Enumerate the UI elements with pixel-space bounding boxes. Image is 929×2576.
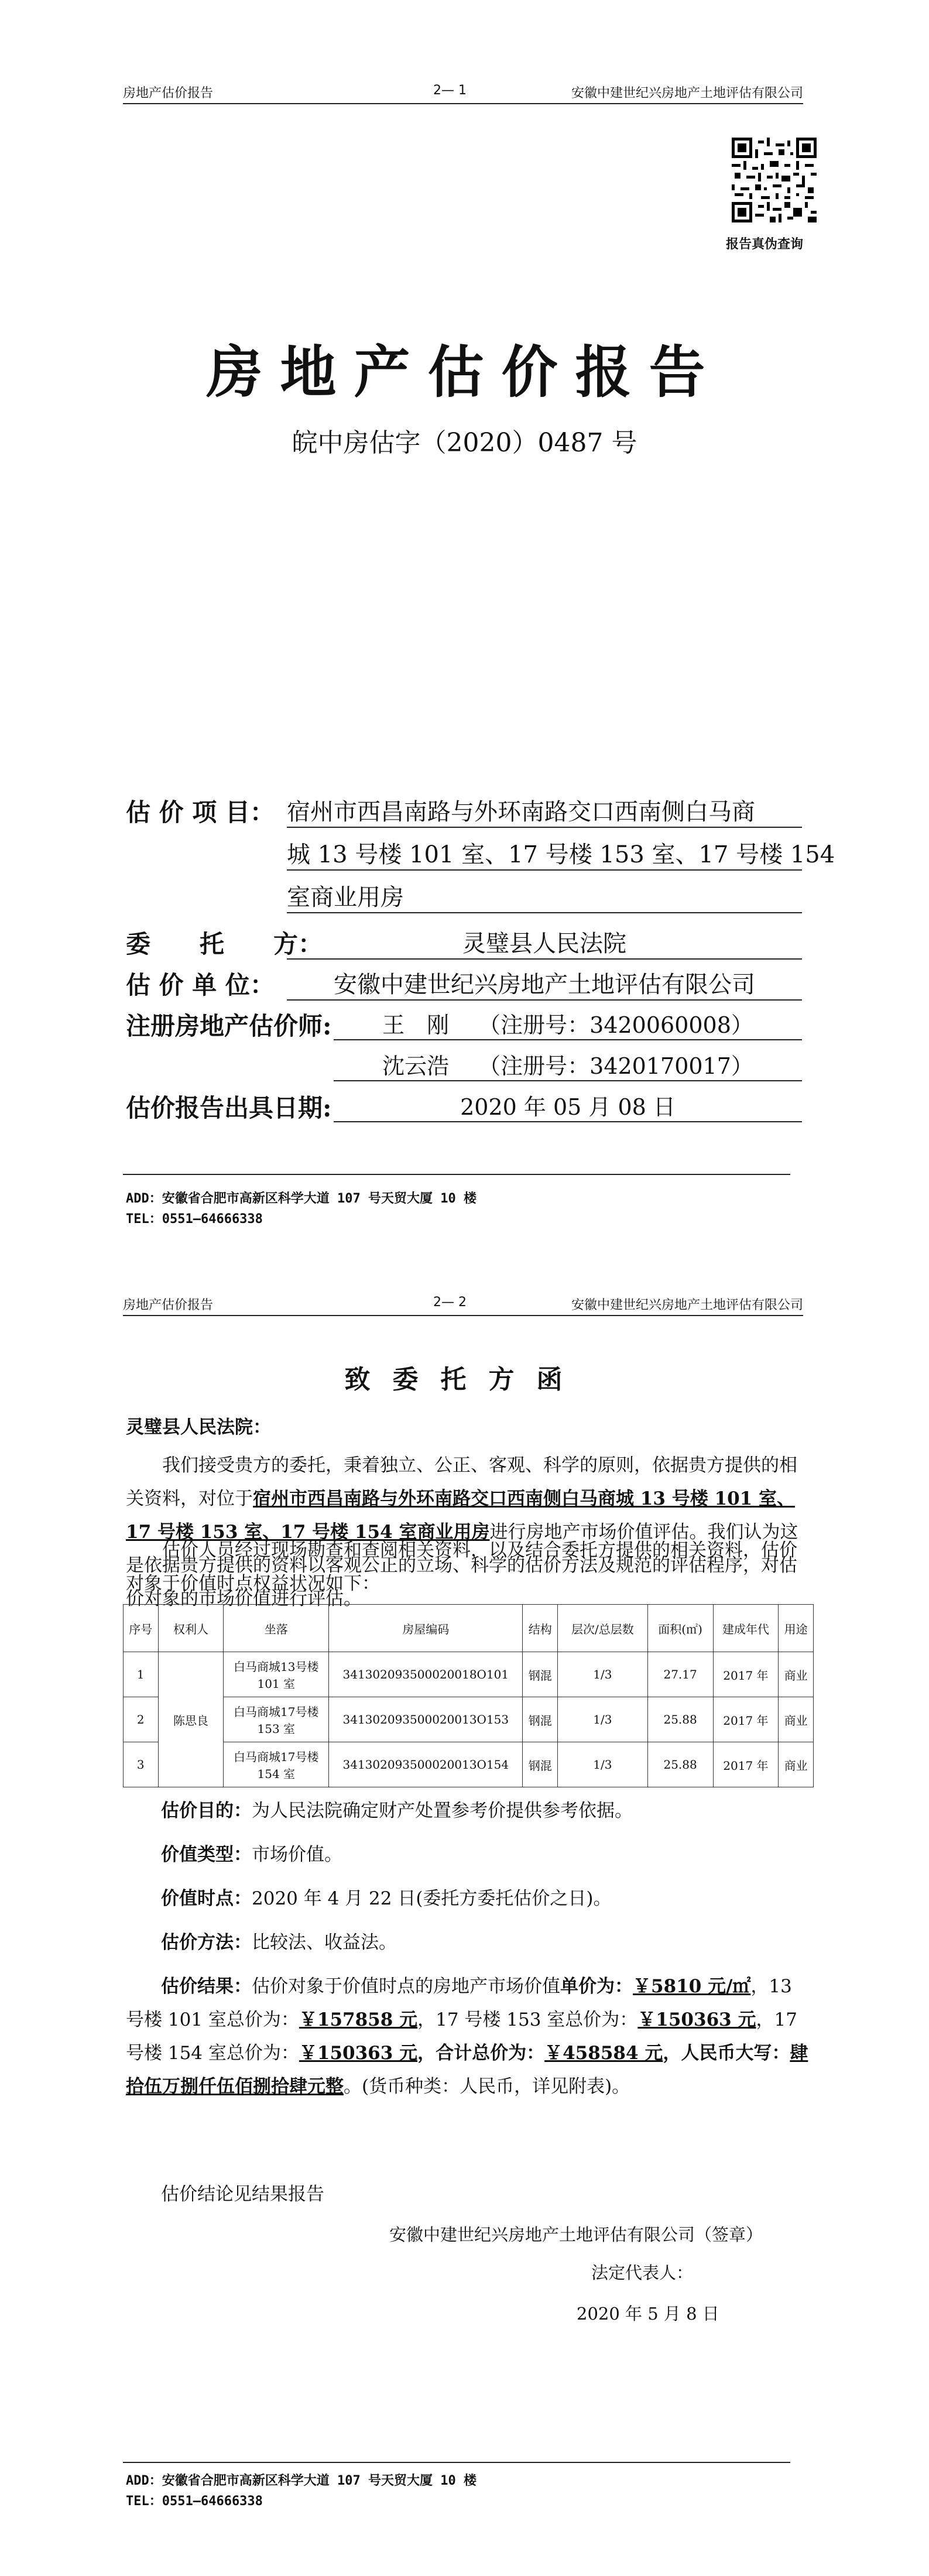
cell-usage: 商业 bbox=[779, 1652, 814, 1697]
cell-year: 2017 年 bbox=[713, 1652, 779, 1697]
page-number: 2— 1 bbox=[433, 83, 467, 98]
result-text-f: ，人民币大写： bbox=[663, 2043, 790, 2064]
unit-price-key: 单价为： bbox=[560, 1976, 633, 1997]
cell-house-code: 341302093500020013O154 bbox=[329, 1742, 523, 1787]
property-location: 宿州市西昌南路与外环南路交口西南侧白马商城 13 号楼 101 室、17 号楼 153 室、17 号楼 154 室商业用房 bbox=[126, 1488, 796, 1543]
value-type-value: 市场价值。 bbox=[252, 1844, 342, 1865]
total-price-chinese: 肆拾伍万捌仟伍佰捌拾肆元整 bbox=[126, 2043, 808, 2097]
col-house-code: 房屋编码 bbox=[329, 1605, 523, 1652]
purpose-key: 估价目的： bbox=[161, 1800, 252, 1821]
header-title: 房地产估价报告 bbox=[123, 1298, 214, 1313]
method-key: 估价方法： bbox=[161, 1932, 252, 1953]
value-type-key: 价值类型： bbox=[161, 1844, 252, 1865]
intro-text-c: 进行房地产市场价值评估。我们认为这是依据贵方提供的资料以客观公正的立场、科学的估价方法及规范的评估程序，对估价对象的市场价值进行评估。 bbox=[126, 1522, 798, 1609]
cell-house-code: 341302093500020013O153 bbox=[329, 1697, 523, 1742]
result-text-g: 。(货币种类：人民币，详见附表)。 bbox=[344, 2076, 630, 2097]
cell-floor: 1/3 bbox=[558, 1742, 648, 1787]
result-text-d: ，17 号楼 154 室总价为： bbox=[126, 2009, 797, 2064]
see-report-note: 估价结论见结果报告 bbox=[161, 2184, 324, 2205]
cell-seq: 1 bbox=[124, 1652, 159, 1697]
unit-price: ￥5810 元/㎡ bbox=[633, 1976, 751, 1997]
report-title: 房地产估价报告 bbox=[206, 339, 723, 405]
footer-address: ADD：安徽省合肥市高新区科学大道 107 号天贸大厦 10 楼 bbox=[126, 2474, 477, 2488]
price-153: ￥150363 元 bbox=[637, 2009, 756, 2030]
col-usage: 用途 bbox=[779, 1605, 814, 1652]
purpose-value: 为人民法院确定财产处置参考价提供参考依据。 bbox=[252, 1800, 633, 1821]
table-header-row bbox=[124, 1605, 814, 1652]
qr-caption: 报告真伪查询 bbox=[726, 237, 804, 252]
cell-location: 白马商城17号楼 153 室 bbox=[224, 1697, 329, 1742]
cell-structure: 钢混 bbox=[523, 1697, 558, 1742]
value-time-row bbox=[161, 1882, 811, 1916]
col-area: 面积(㎡) bbox=[647, 1605, 713, 1652]
cell-seq: 2 bbox=[124, 1697, 159, 1742]
page-header bbox=[123, 82, 803, 104]
valuer-1: 王 刚 （注册号：3420060008） bbox=[334, 1007, 802, 1040]
header-company: 安徽中建世纪兴房地产土地评估有限公司 bbox=[571, 86, 803, 101]
value-time-key: 价值时点： bbox=[161, 1888, 252, 1909]
col-location: 坐落 bbox=[224, 1605, 329, 1652]
cell-house-code: 341302093500020018O101 bbox=[329, 1652, 523, 1697]
paragraph-rights: 估价人员经过现场勘查和查阅相关资料，以及结合委托方提供的相关资料，估价对象于价值时点权益状况如下： bbox=[126, 1540, 797, 1594]
footer-tel: TEL：0551—64666338 bbox=[126, 1212, 263, 1227]
col-owner: 权利人 bbox=[158, 1605, 224, 1652]
valuer-label: 注册房地产估价师: bbox=[126, 1012, 332, 1040]
result-key: 估价结果： bbox=[161, 1976, 252, 1997]
result-text-b: ，13 号楼 101 室总价为： bbox=[126, 1976, 792, 2030]
page-header bbox=[123, 1294, 803, 1316]
cell-year: 2017 年 bbox=[713, 1742, 779, 1787]
table-row bbox=[124, 1697, 814, 1742]
table-row bbox=[124, 1652, 814, 1697]
project-label: 估 价 项 目： bbox=[126, 798, 275, 827]
col-floor: 层次/总层数 bbox=[558, 1605, 648, 1652]
unit-value: 安徽中建世纪兴房地产土地评估有限公司 bbox=[287, 966, 802, 1001]
cell-structure: 钢混 bbox=[523, 1742, 558, 1787]
purpose-row bbox=[161, 1794, 811, 1828]
letter-page bbox=[0, 1294, 929, 2576]
method-row bbox=[161, 1926, 811, 1960]
result-text-c: ，17 号楼 153 室总价为： bbox=[417, 2009, 638, 2030]
signature-date: 2020 年 5 月 8 日 bbox=[577, 2304, 719, 2324]
cell-floor: 1/3 bbox=[558, 1652, 648, 1697]
total-price: ￥458584 元 bbox=[544, 2043, 663, 2064]
header-company: 安徽中建世纪兴房地产土地评估有限公司 bbox=[571, 1298, 803, 1313]
client-label: 委 托 方： bbox=[126, 930, 323, 958]
signature-company: 安徽中建世纪兴房地产土地评估有限公司（签章） bbox=[389, 2225, 763, 2245]
col-seq: 序号 bbox=[124, 1605, 159, 1652]
cell-structure: 钢混 bbox=[523, 1652, 558, 1697]
cell-location: 白马商城17号楼 154 室 bbox=[224, 1742, 329, 1787]
qr-code-icon[interactable] bbox=[732, 138, 817, 222]
cell-area: 25.88 bbox=[647, 1742, 713, 1787]
project-value-line3: 室商业用房 bbox=[287, 879, 802, 913]
client-value: 灵璧县人民法院 bbox=[287, 925, 802, 960]
price-101: ￥157858 元 bbox=[299, 2009, 418, 2030]
project-value-line2: 城 13 号楼 101 室、17 号楼 153 室、17 号楼 154 bbox=[287, 836, 802, 871]
cell-area: 27.17 bbox=[647, 1652, 713, 1697]
cell-area: 25.88 bbox=[647, 1697, 713, 1742]
document-number: 皖中房估字（2020）0487 号 bbox=[292, 428, 637, 458]
cell-usage: 商业 bbox=[779, 1697, 814, 1742]
project-value-line1: 宿州市西昌南路与外环南路交口西南侧白马商 bbox=[287, 793, 802, 828]
unit-label: 估 价 单 位： bbox=[126, 971, 275, 999]
price-154: ￥150363 元 bbox=[299, 2043, 418, 2064]
col-year: 建成年代 bbox=[713, 1605, 779, 1652]
valuer-2: 沈云浩 （注册号：3420170017） bbox=[334, 1048, 802, 1081]
value-type-row bbox=[161, 1838, 811, 1872]
date-value: 2020 年 05 月 08 日 bbox=[334, 1089, 802, 1122]
footer-divider bbox=[123, 2462, 790, 2463]
footer-tel: TEL：0551—64666338 bbox=[126, 2494, 263, 2509]
salutation: 灵璧县人民法院： bbox=[126, 1417, 271, 1438]
header-title: 房地产估价报告 bbox=[123, 86, 214, 101]
col-structure: 结构 bbox=[523, 1605, 558, 1652]
page-number: 2— 2 bbox=[433, 1295, 467, 1310]
cell-year: 2017 年 bbox=[713, 1697, 779, 1742]
cell-seq: 3 bbox=[124, 1742, 159, 1787]
legal-representative: 法定代表人： bbox=[591, 2263, 694, 2283]
value-time-value: 2020 年 4 月 22 日(委托方委托估价之日)。 bbox=[252, 1888, 612, 1909]
rights-table bbox=[123, 1604, 814, 1787]
footer-address: ADD：安徽省合肥市高新区科学大道 107 号天贸大厦 10 楼 bbox=[126, 1191, 477, 1206]
intro-text-a: 我们接受贵方的委托，秉着独立、公正、客观、科学的原则，依据贵方提供的相关资料，对位于 bbox=[126, 1455, 797, 1509]
method-value: 比较法、收益法。 bbox=[252, 1932, 397, 1953]
footer-divider bbox=[123, 1174, 790, 1175]
cell-owner: 陈思良 bbox=[158, 1652, 224, 1787]
letter-title: 致委托方函 bbox=[344, 1365, 585, 1395]
cell-floor: 1/3 bbox=[558, 1697, 648, 1742]
result-text-a: 估价对象于价值时点的房地产市场价值 bbox=[252, 1976, 560, 1997]
cell-location: 白马商城13号楼 101 室 bbox=[224, 1652, 329, 1697]
result-text-e: ，合计总价为： bbox=[417, 2043, 545, 2064]
date-label: 估价报告出具日期: bbox=[126, 1094, 332, 1122]
result-paragraph bbox=[126, 1970, 811, 2104]
table-row bbox=[124, 1742, 814, 1787]
cell-usage: 商业 bbox=[779, 1742, 814, 1787]
